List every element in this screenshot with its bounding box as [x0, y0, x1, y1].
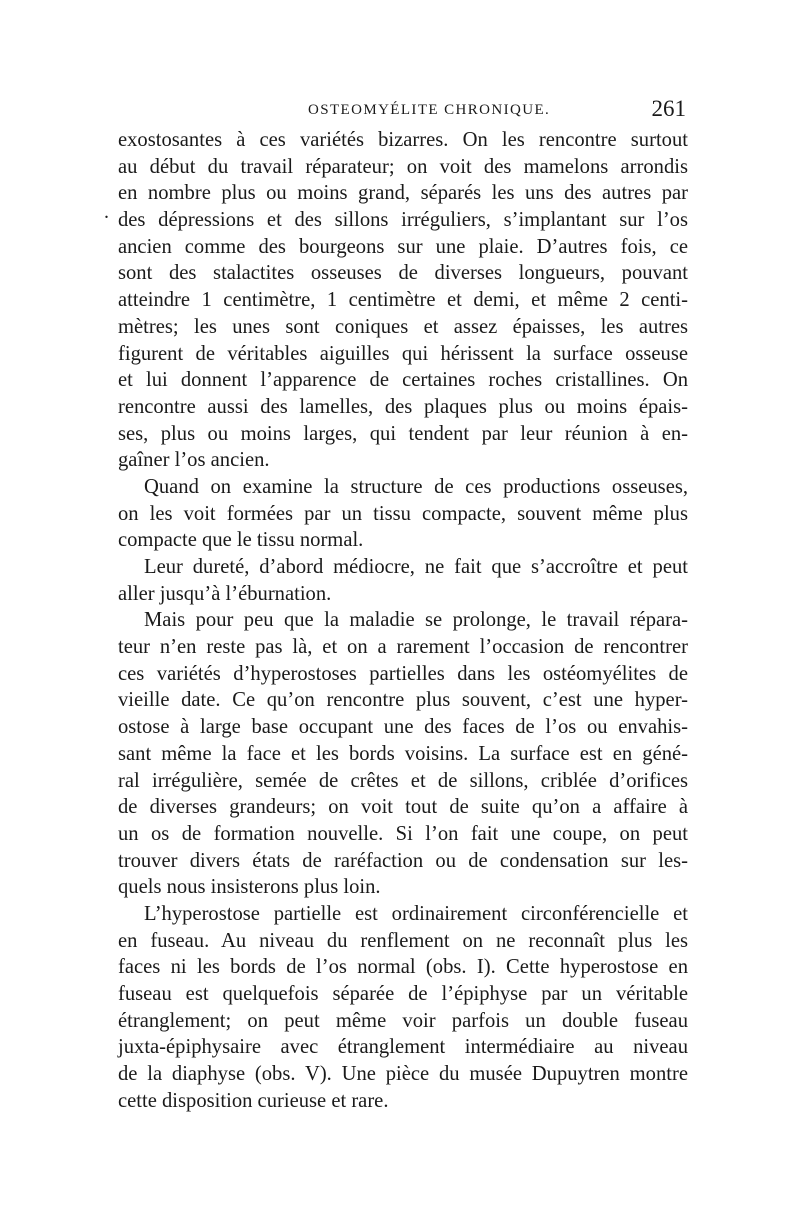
text-line: rencontre aussi des lamelles, des plaques plus ou moins épais-: [118, 395, 688, 418]
text-line: compacte que le tissu normal.: [118, 529, 364, 552]
running-title: OSTEOMYÉLITE CHRONIQUE.: [308, 102, 551, 118]
text-line: un os de formation nouvelle. Si l’on fait une coupe, on peut: [118, 822, 688, 845]
text-line: exostosantes à ces variétés bizarres. On les rencontre surtout: [118, 129, 688, 151]
text-line: en fuseau. Au niveau du renflement on ne reconnaît plus les: [118, 929, 688, 952]
text-line: sont des stalactites osseuses de diverses longueurs, pouvant: [118, 262, 688, 285]
text-line: sant même la face et les bords voisins. La surface est en géné-: [118, 742, 688, 765]
text-line: ancien comme des bourgeons sur une plaie. D’autres fois, ce: [118, 235, 688, 258]
paragraph-start-line: Mais pour peu que la maladie se prolonge, le travail répara-: [144, 609, 688, 632]
running-head: [118, 96, 686, 124]
body-text: [118, 127, 688, 1114]
text-line: étranglement; on peut même voir parfois un double fuseau: [118, 1009, 688, 1032]
paragraph-start-line: L’hyperostose partielle est ordinairement circonférencielle et: [144, 902, 688, 925]
text-line: vieille date. Ce qu’on rencontre plus souvent, c’est une hyper-: [118, 689, 688, 712]
text-line: cette disposition curieuse et rare.: [118, 1089, 389, 1112]
text-line: juxta-épiphysaire avec étranglement intermédiaire au niveau: [118, 1036, 688, 1059]
text-line: ostose à large base occupant une des faces de l’os ou envahis-: [118, 716, 688, 739]
margin-mark: .: [104, 201, 109, 223]
text-line: fuseau est quelquefois séparée de l’épiphyse par un véritable: [118, 983, 688, 1005]
text-line: au début du travail réparateur; on voit des mamelons arrondis: [118, 155, 688, 178]
page-number: 261: [651, 96, 686, 121]
text-line: et lui donnent l’apparence de certaines roches cristallines. On: [118, 369, 688, 392]
text-line: teur n’en reste pas là, et on a rarement l’occasion de rencontrer: [118, 636, 688, 659]
text-line: quels nous insisterons plus loin.: [118, 876, 381, 899]
text-line: de la diaphyse (obs. V). Une pièce du musée Dupuytren montre: [118, 1063, 688, 1086]
text-line: ces variétés d’hyperostoses partielles dans les ostéomyélites de: [118, 662, 688, 685]
text-line: de diverses grandeurs; on voit tout de suite qu’on a affaire à: [118, 796, 688, 819]
text-line: gaîner l’os ancien.: [118, 449, 270, 472]
text-line: figurent de véritables aiguilles qui hérissent la surface osseuse: [118, 342, 688, 365]
text-line: trouver divers états de raréfaction ou de condensation sur les-: [118, 849, 688, 872]
text-line: des dépressions et des sillons irréguliers, s’implantant sur l’os: [118, 209, 688, 232]
text-line: faces ni les bords de l’os normal (obs. I). Cette hyperostose en: [118, 956, 688, 979]
text-line: ses, plus ou moins larges, qui tendent par leur réunion à en-: [118, 422, 688, 445]
text-line: on les voit formées par un tissu compacte, souvent même plus: [118, 502, 688, 525]
paragraph-start-line: Quand on examine la structure de ces productions osseuses,: [144, 475, 688, 498]
text-line: atteindre 1 centimètre, 1 centimètre et demi, et même 2 centi-: [118, 289, 688, 312]
text-line: mètres; les unes sont coniques et assez épaisses, les autres: [118, 315, 688, 338]
text-line: ral irrégulière, semée de crêtes et de sillons, criblée d’orifices: [118, 769, 688, 792]
text-line: en nombre plus ou moins grand, séparés les uns des autres par: [118, 182, 688, 205]
text-line: aller jusqu’à l’éburnation.: [118, 582, 332, 605]
paragraph-start-line: Leur dureté, d’abord médiocre, ne fait que s’accroître et peut: [144, 556, 688, 578]
